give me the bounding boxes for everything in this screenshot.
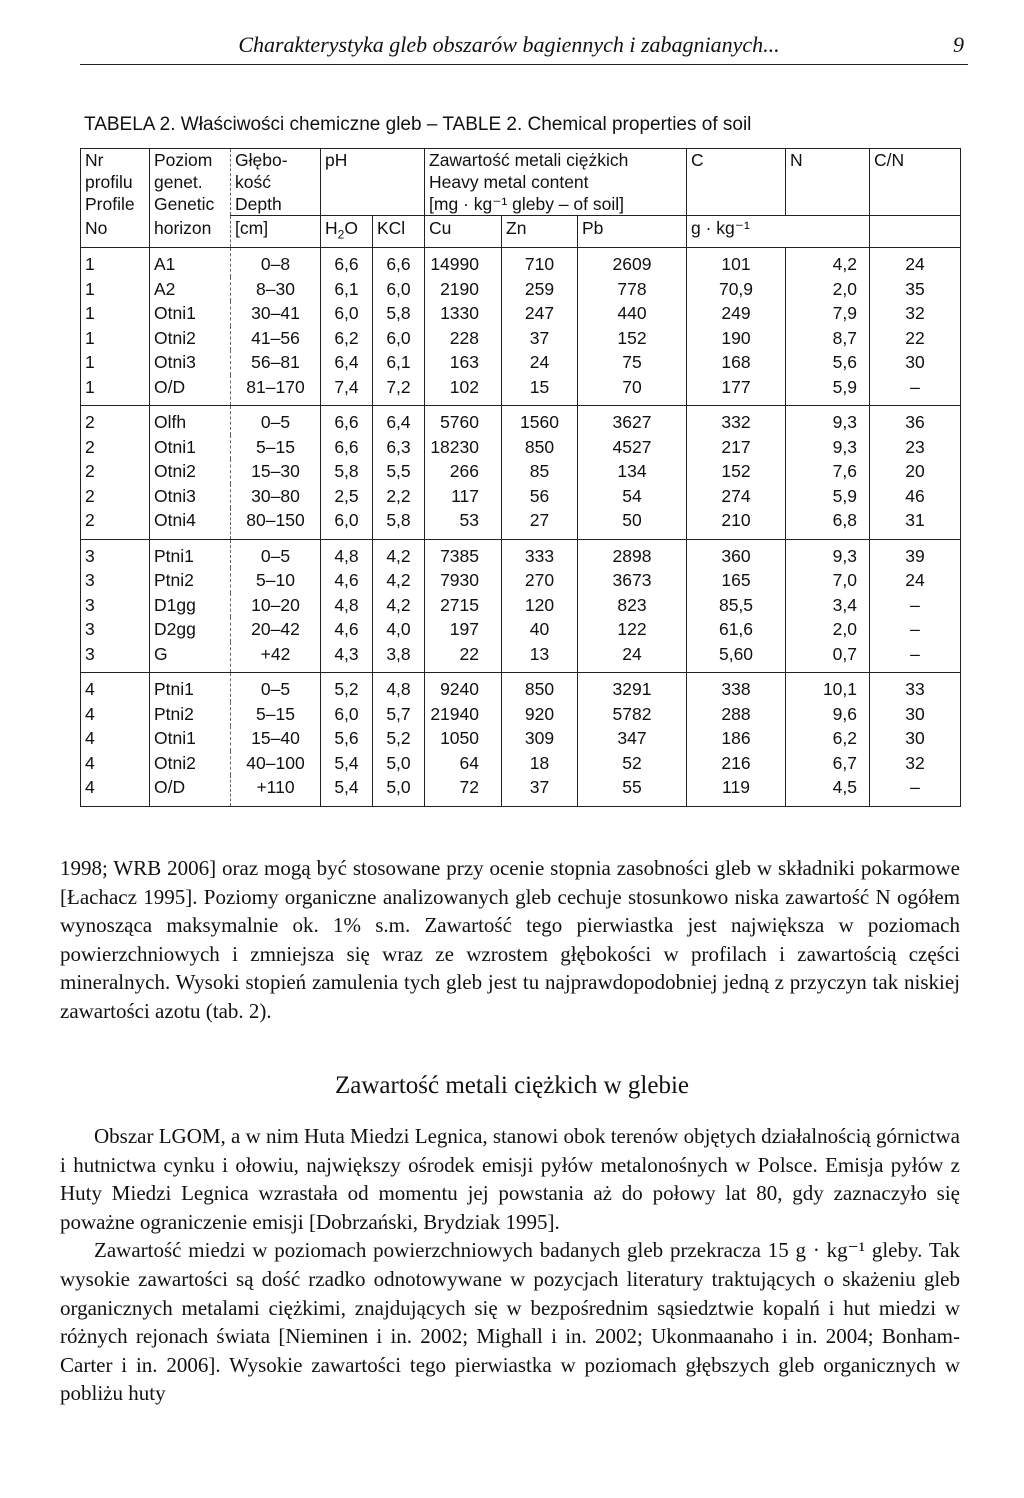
c-cell: 101: [687, 248, 786, 277]
table-row: [81, 301, 961, 326]
header-ph: pH: [321, 149, 425, 216]
zn-cell: 710: [502, 248, 578, 277]
zn-cell: 920: [502, 702, 578, 727]
zn-cell: 18: [502, 751, 578, 776]
horizon-cell: Olfh: [150, 406, 231, 435]
cu-cell: 72: [425, 775, 502, 806]
depth-cell: 0–5: [231, 539, 321, 568]
c-cell: 249: [687, 301, 786, 326]
ph-h2o-cell: 4,6: [321, 568, 373, 593]
c-cell: 168: [687, 350, 786, 375]
table-row: [81, 459, 961, 484]
cu-cell: 7385: [425, 539, 502, 568]
cu-cell: 2190: [425, 277, 502, 302]
c-cell: 119: [687, 775, 786, 806]
cu-cell: 2715: [425, 593, 502, 618]
page-number: 9: [953, 32, 964, 57]
table-row: [81, 593, 961, 618]
ph-kcl-cell: 6,0: [373, 326, 425, 351]
depth-cell: 8–30: [231, 277, 321, 302]
pb-cell: 3627: [578, 406, 687, 435]
paragraph: 1998; WRB 2006] oraz mogą być stosowane przy ocenie stopnia zasobności gleb w składniki pokarmowe [Łachacz 1995]. Poziomy organiczne analizowanych gleb cechuje stosunkowo niska zawartość N ogółem wynosząca maksymalnie ok. 1% s.m. Zawartość tego pierwiastka jest największa w poziomach powierzchniowych i zmniejsza się wraz ze wzrostem głębokości w profilach i zawartością części mineralnych. Wysoki stopień zamulenia tych gleb jest tu najprawdopodobniej jedną z przyczyn tak niskiej zawartości azotu (tab. 2).: [60, 856, 960, 1023]
zn-cell: 270: [502, 568, 578, 593]
ph-h2o-cell: 6,2: [321, 326, 373, 351]
ph-kcl-cell: 4,2: [373, 568, 425, 593]
pb-cell: 823: [578, 593, 687, 618]
zn-cell: 15: [502, 375, 578, 406]
pb-cell: 778: [578, 277, 687, 302]
horizon-cell: O/D: [150, 375, 231, 406]
horizon-cell: O/D: [150, 775, 231, 806]
ph-h2o-cell: 5,6: [321, 726, 373, 751]
cu-cell: 7930: [425, 568, 502, 593]
horizon-cell: A2: [150, 277, 231, 302]
ph-h2o-cell: 5,4: [321, 751, 373, 776]
ph-h2o-cell: 6,6: [321, 435, 373, 460]
table-row: [81, 539, 961, 568]
profile-no: 3: [81, 593, 150, 618]
cu-cell: 14990: [425, 248, 502, 277]
n-cell: 4,5: [786, 775, 870, 806]
zn-cell: 259: [502, 277, 578, 302]
ph-h2o-cell: 6,4: [321, 350, 373, 375]
ph-kcl-cell: 6,4: [373, 406, 425, 435]
zn-cell: 24: [502, 350, 578, 375]
cu-cell: 266: [425, 459, 502, 484]
horizon-cell: Otni4: [150, 508, 231, 539]
profile-no: 3: [81, 539, 150, 568]
horizon-cell: G: [150, 642, 231, 673]
c-cell: 70,9: [687, 277, 786, 302]
zn-cell: 120: [502, 593, 578, 618]
header-profile-no: Nr profilu Profile: [81, 149, 150, 216]
header-row: [81, 149, 961, 216]
horizon-cell: Otni1: [150, 301, 231, 326]
cn-cell: 36: [870, 406, 961, 435]
depth-cell: 5–15: [231, 435, 321, 460]
cn-cell: 24: [870, 568, 961, 593]
ph-kcl-cell: 6,6: [373, 248, 425, 277]
cu-cell: 64: [425, 751, 502, 776]
ph-h2o-cell: 4,8: [321, 539, 373, 568]
profile-no: 4: [81, 702, 150, 727]
profile-no: 4: [81, 775, 150, 806]
table-row: [81, 248, 961, 277]
cn-cell: –: [870, 642, 961, 673]
ph-kcl-cell: 4,0: [373, 617, 425, 642]
table-row: [81, 277, 961, 302]
pb-cell: 52: [578, 751, 687, 776]
profile-no: 1: [81, 326, 150, 351]
n-cell: 2,0: [786, 277, 870, 302]
horizon-cell: Otni2: [150, 751, 231, 776]
ph-h2o-cell: 4,3: [321, 642, 373, 673]
c-cell: 61,6: [687, 617, 786, 642]
depth-cell: 56–81: [231, 350, 321, 375]
cu-cell: 197: [425, 617, 502, 642]
paragraph: Zawartość miedzi w poziomach powierzchniowych badanych gleb przekracza 15 g · kg⁻¹ gleby. Tak wysokie zawartości są dość rzadko odnotowywane w pozycjach literatury traktujących o skażeniu gleb organicznych metalami ciężkimi, znajdujących się w bezpośrednim sąsiedztwie kopalń i hut miedzi w różnych rejonach świata [Nieminen i in. 2002; Mighall i in. 2002; Ukonmaanaho i in. 2004; Bonham-Carter i in. 2006]. Wysokie zawartości tego pierwiastka w poziomach głębszych gleb organicznych w pobliżu huty: [60, 1238, 960, 1406]
pb-cell: 347: [578, 726, 687, 751]
ph-h2o-cell: 6,0: [321, 508, 373, 539]
pb-cell: 122: [578, 617, 687, 642]
ph-kcl-cell: 6,1: [373, 350, 425, 375]
n-cell: 6,8: [786, 508, 870, 539]
n-cell: 7,6: [786, 459, 870, 484]
c-cell: 210: [687, 508, 786, 539]
pb-cell: 70: [578, 375, 687, 406]
c-cell: 85,5: [687, 593, 786, 618]
header-pb: Pb: [578, 216, 687, 248]
c-cell: 190: [687, 326, 786, 351]
horizon-cell: Otni3: [150, 350, 231, 375]
header-zn: Zn: [502, 216, 578, 248]
c-cell: 360: [687, 539, 786, 568]
n-cell: 9,3: [786, 435, 870, 460]
profile-no: 1: [81, 375, 150, 406]
pb-cell: 55: [578, 775, 687, 806]
pb-cell: 5782: [578, 702, 687, 727]
n-cell: 4,2: [786, 248, 870, 277]
ph-h2o-cell: 7,4: [321, 375, 373, 406]
table-caption: TABELA 2. Właściwości chemiczne gleb – TABLE 2. Chemical properties of soil: [84, 114, 752, 135]
profile-no: 2: [81, 484, 150, 509]
cn-cell: 30: [870, 702, 961, 727]
ph-kcl-cell: 4,2: [373, 539, 425, 568]
cu-cell: 163: [425, 350, 502, 375]
ph-kcl-cell: 5,2: [373, 726, 425, 751]
header-horizon-cont: horizon: [150, 216, 231, 248]
horizon-cell: D1gg: [150, 593, 231, 618]
pb-cell: 152: [578, 326, 687, 351]
depth-cell: 30–80: [231, 484, 321, 509]
pb-cell: 3673: [578, 568, 687, 593]
n-cell: 8,7: [786, 326, 870, 351]
cn-cell: 35: [870, 277, 961, 302]
depth-cell: 10–20: [231, 593, 321, 618]
depth-cell: 30–41: [231, 301, 321, 326]
header-c: C: [687, 149, 786, 216]
cu-cell: 228: [425, 326, 502, 351]
pb-cell: 2609: [578, 248, 687, 277]
profile-no: 4: [81, 726, 150, 751]
profile-no: 2: [81, 508, 150, 539]
table-row: [81, 326, 961, 351]
header-ph-h2o: $H_2O$: [321, 216, 373, 248]
n-cell: 0,7: [786, 642, 870, 673]
cu-cell: 21940: [425, 702, 502, 727]
c-cell: 216: [687, 751, 786, 776]
profile-no: 2: [81, 435, 150, 460]
c-cell: 288: [687, 702, 786, 727]
header-depth: Głębo- kość Depth: [231, 149, 321, 216]
ph-h2o-cell: 6,6: [321, 406, 373, 435]
zn-cell: 85: [502, 459, 578, 484]
ph-kcl-cell: 6,3: [373, 435, 425, 460]
cu-cell: 1330: [425, 301, 502, 326]
pb-cell: 3291: [578, 673, 687, 702]
header-ph-kcl: KCl: [373, 216, 425, 248]
table-row: [81, 702, 961, 727]
profile-no: 3: [81, 642, 150, 673]
body-text-bottom: [60, 1122, 960, 1408]
header-profile-no-cont: No: [81, 216, 150, 248]
profile-no: 4: [81, 673, 150, 702]
zn-cell: 37: [502, 326, 578, 351]
cn-cell: 46: [870, 484, 961, 509]
cn-cell: 39: [870, 539, 961, 568]
zn-cell: 27: [502, 508, 578, 539]
n-cell: 2,0: [786, 617, 870, 642]
table-row: [81, 350, 961, 375]
zn-cell: 850: [502, 435, 578, 460]
profile-no: 4: [81, 751, 150, 776]
cu-cell: 102: [425, 375, 502, 406]
pb-cell: 4527: [578, 435, 687, 460]
table-row: [81, 673, 961, 702]
depth-cell: 0–8: [231, 248, 321, 277]
cu-cell: 9240: [425, 673, 502, 702]
ph-kcl-cell: 5,0: [373, 751, 425, 776]
ph-h2o-cell: 5,2: [321, 673, 373, 702]
depth-cell: 0–5: [231, 673, 321, 702]
cu-cell: 22: [425, 642, 502, 673]
cu-cell: 117: [425, 484, 502, 509]
n-cell: 9,6: [786, 702, 870, 727]
depth-cell: 15–40: [231, 726, 321, 751]
running-head: [80, 30, 968, 65]
header-horizon: Poziom genet. Genetic: [150, 149, 231, 216]
zn-cell: 13: [502, 642, 578, 673]
depth-cell: 81–170: [231, 375, 321, 406]
ph-kcl-cell: 6,0: [373, 277, 425, 302]
cn-cell: 31: [870, 508, 961, 539]
profile-no: 1: [81, 248, 150, 277]
depth-cell: 15–30: [231, 459, 321, 484]
zn-cell: 333: [502, 539, 578, 568]
profile-no: 3: [81, 568, 150, 593]
n-cell: 7,9: [786, 301, 870, 326]
header-n: N: [786, 149, 870, 216]
ph-kcl-cell: 5,5: [373, 459, 425, 484]
depth-cell: 5–15: [231, 702, 321, 727]
pb-cell: 2898: [578, 539, 687, 568]
ph-h2o-cell: 5,8: [321, 459, 373, 484]
zn-cell: 850: [502, 673, 578, 702]
table-row: [81, 775, 961, 806]
cn-cell: –: [870, 617, 961, 642]
pb-cell: 75: [578, 350, 687, 375]
c-cell: 152: [687, 459, 786, 484]
cn-cell: –: [870, 375, 961, 406]
table-row: [81, 406, 961, 435]
n-cell: 6,7: [786, 751, 870, 776]
ph-h2o-cell: 6,1: [321, 277, 373, 302]
zn-cell: 37: [502, 775, 578, 806]
n-cell: 7,0: [786, 568, 870, 593]
c-cell: 332: [687, 406, 786, 435]
table-row: [81, 617, 961, 642]
table-row: [81, 642, 961, 673]
ph-kcl-cell: 4,2: [373, 593, 425, 618]
ph-h2o-cell: 6,0: [321, 702, 373, 727]
cn-cell: –: [870, 593, 961, 618]
profile-no: 1: [81, 277, 150, 302]
ph-kcl-cell: 5,7: [373, 702, 425, 727]
cn-cell: 23: [870, 435, 961, 460]
cu-cell: 5760: [425, 406, 502, 435]
paragraph: Obszar LGOM, a w nim Huta Miedzi Legnica, stanowi obok terenów objętych działalnością górnictwa i hutnictwa cynku i ołowiu, największy ośrodek emisji pyłów metalonośnych w Polsce. Emisja pyłów z Huty Miedzi Legnica wzrastała od momentu jej powstania aż do połowy lat 80, gdy zaznaczyło się poważne ograniczenie emisji [Dobrzański, Brydziak 1995].: [60, 1124, 960, 1234]
cn-cell: 32: [870, 751, 961, 776]
header-cu: Cu: [425, 216, 502, 248]
horizon-cell: A1: [150, 248, 231, 277]
cn-cell: –: [870, 775, 961, 806]
n-cell: 5,9: [786, 375, 870, 406]
pb-cell: 134: [578, 459, 687, 484]
chemical-properties-table: [80, 148, 961, 807]
depth-cell: +110: [231, 775, 321, 806]
depth-cell: 40–100: [231, 751, 321, 776]
profile-no: 1: [81, 350, 150, 375]
zn-cell: 247: [502, 301, 578, 326]
pb-cell: 24: [578, 642, 687, 673]
table-row: [81, 375, 961, 406]
horizon-cell: Otni1: [150, 726, 231, 751]
n-cell: 10,1: [786, 673, 870, 702]
ph-kcl-cell: 2,2: [373, 484, 425, 509]
n-cell: 9,3: [786, 406, 870, 435]
ph-kcl-cell: 5,8: [373, 508, 425, 539]
table-row: [81, 726, 961, 751]
horizon-cell: Otni3: [150, 484, 231, 509]
depth-cell: 80–150: [231, 508, 321, 539]
cu-cell: 1050: [425, 726, 502, 751]
n-cell: 5,9: [786, 484, 870, 509]
table-row: [81, 568, 961, 593]
profile-no: 1: [81, 301, 150, 326]
depth-cell: 20–42: [231, 617, 321, 642]
c-cell: 338: [687, 673, 786, 702]
ph-h2o-cell: 4,8: [321, 593, 373, 618]
table-row: [81, 508, 961, 539]
header-unit: g · kg⁻¹: [687, 216, 870, 248]
cu-cell: 53: [425, 508, 502, 539]
ph-h2o-cell: 6,6: [321, 248, 373, 277]
section-heading: Zawartość metali ciężkich w glebie: [334, 1072, 689, 1099]
c-cell: 165: [687, 568, 786, 593]
depth-cell: +42: [231, 642, 321, 673]
table-row: [81, 435, 961, 460]
zn-cell: 309: [502, 726, 578, 751]
cn-cell: 30: [870, 350, 961, 375]
horizon-cell: Otni2: [150, 326, 231, 351]
zn-cell: 40: [502, 617, 578, 642]
header-metals: Zawartość metali ciężkich Heavy metal content [mg · kg⁻¹ gleby – of soil]: [425, 149, 687, 216]
c-cell: 217: [687, 435, 786, 460]
ph-kcl-cell: 4,8: [373, 673, 425, 702]
cn-cell: 33: [870, 673, 961, 702]
horizon-cell: Otni2: [150, 459, 231, 484]
ph-h2o-cell: 6,0: [321, 301, 373, 326]
c-cell: 186: [687, 726, 786, 751]
table-row: [81, 751, 961, 776]
c-cell: 5,60: [687, 642, 786, 673]
profile-no: 3: [81, 617, 150, 642]
header-cn: C/N: [870, 149, 961, 216]
n-cell: 5,6: [786, 350, 870, 375]
horizon-cell: Ptni2: [150, 702, 231, 727]
running-head-title: Charakterystyka gleb obszarów bagiennych i zabagnianych...: [238, 32, 780, 57]
n-cell: 3,4: [786, 593, 870, 618]
ph-kcl-cell: 5,0: [373, 775, 425, 806]
header-cn-cont: [870, 216, 961, 248]
header-depth-unit: [cm]: [231, 216, 321, 248]
pb-cell: 54: [578, 484, 687, 509]
ph-kcl-cell: 7,2: [373, 375, 425, 406]
depth-cell: 41–56: [231, 326, 321, 351]
c-cell: 177: [687, 375, 786, 406]
horizon-cell: Ptni2: [150, 568, 231, 593]
horizon-cell: Otni1: [150, 435, 231, 460]
cn-cell: 22: [870, 326, 961, 351]
horizon-cell: D2gg: [150, 617, 231, 642]
horizon-cell: Ptni1: [150, 673, 231, 702]
body-text-top: [60, 854, 960, 1026]
depth-cell: 0–5: [231, 406, 321, 435]
cn-cell: 30: [870, 726, 961, 751]
ph-kcl-cell: 3,8: [373, 642, 425, 673]
ph-h2o-cell: 2,5: [321, 484, 373, 509]
profile-no: 2: [81, 459, 150, 484]
cn-cell: 32: [870, 301, 961, 326]
depth-cell: 5–10: [231, 568, 321, 593]
ph-h2o-cell: 4,6: [321, 617, 373, 642]
cn-cell: 24: [870, 248, 961, 277]
header-subrow: [81, 216, 961, 248]
ph-h2o-cell: 5,4: [321, 775, 373, 806]
cn-cell: 20: [870, 459, 961, 484]
table-row: [81, 484, 961, 509]
zn-cell: 1560: [502, 406, 578, 435]
c-cell: 274: [687, 484, 786, 509]
profile-no: 2: [81, 406, 150, 435]
horizon-cell: Ptni1: [150, 539, 231, 568]
zn-cell: 56: [502, 484, 578, 509]
ph-kcl-cell: 5,8: [373, 301, 425, 326]
pb-cell: 440: [578, 301, 687, 326]
n-cell: 6,2: [786, 726, 870, 751]
cu-cell: 18230: [425, 435, 502, 460]
n-cell: 9,3: [786, 539, 870, 568]
pb-cell: 50: [578, 508, 687, 539]
